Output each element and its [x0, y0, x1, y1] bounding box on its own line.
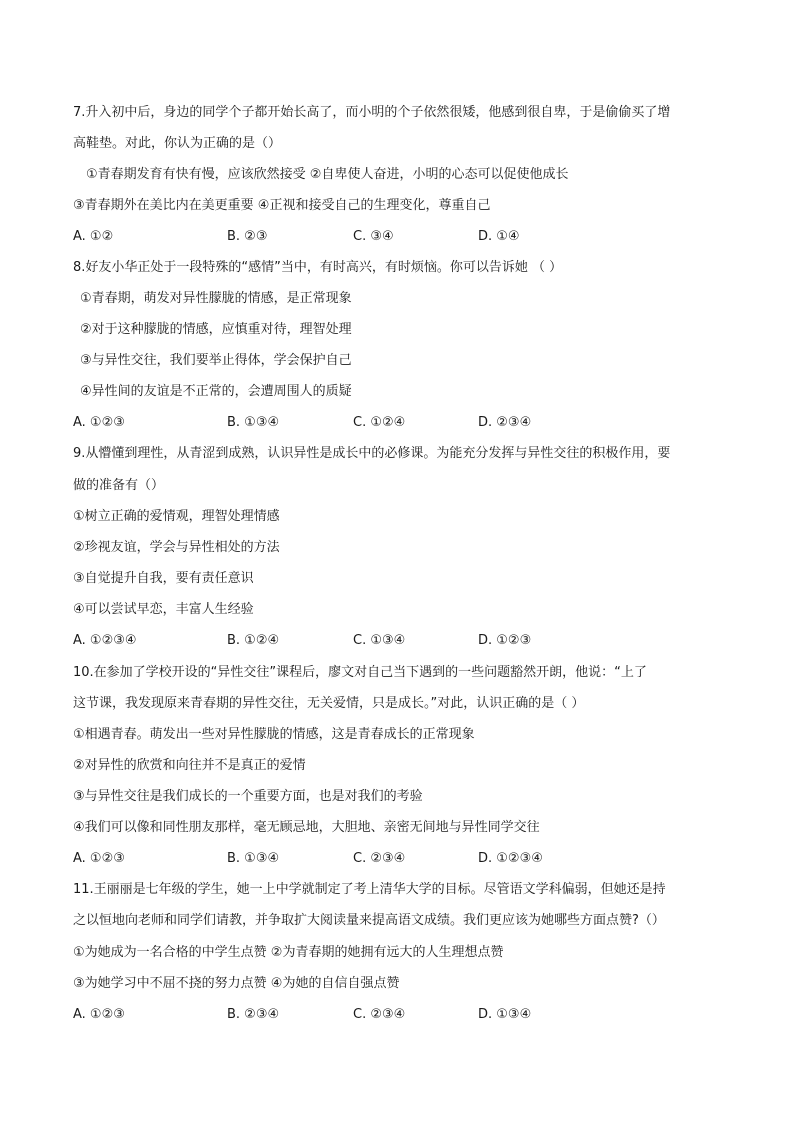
option-a: A. ①②③: [73, 851, 125, 866]
question-7-stem-line-2: 高鞋垫。对此，你认为正确的是（）: [73, 136, 282, 151]
question-11-statement-line-2: ③为她学习中不屈不挠的努力点赞 ④为她的自信自强点赞: [73, 976, 400, 991]
question-9-stem-line-2: 做的准备有（）: [73, 478, 165, 493]
option-a: A. ①②: [73, 229, 114, 244]
question-10-statement-2: ②对异性的欣赏和向往并不是真正的爱情: [73, 758, 306, 773]
question-8-statement-1: ①青春期，萌发对异性朦胧的情感，是正常现象: [80, 291, 352, 306]
question-9-statement-1: ①树立正确的爱情观，理智处理情感: [73, 509, 280, 524]
option-d: D. ①②③④: [478, 851, 543, 866]
question-7-stem-line-1: 7.升入初中后，身边的同学个子都开始长高了，而小明的个子依然很矮，他感到很自卑，于是偷偷买了增: [73, 105, 671, 120]
question-11-stem-line-1: 11.王丽丽是七年级的学生，她一上中学就制定了考上清华大学的目标。尽管语文学科偏弱，但她还是持: [73, 882, 666, 897]
question-10-stem-line-1: 10.在参加了学校开设的“异性交往”课程后，廖文对自己当下遇到的一些问题豁然开朗，他说：“上了: [73, 665, 647, 680]
option-d: D. ①④: [478, 229, 520, 244]
question-8-statement-4: ④异性间的友谊是不正常的，会遭周围人的质疑: [80, 384, 352, 399]
question-9-statement-4: ④可以尝试早恋，丰富人生经验: [73, 602, 254, 617]
option-c: C. ②③④: [353, 1007, 406, 1022]
option-b: B. ②③④: [227, 1007, 280, 1022]
option-a: A. ①②③: [73, 415, 125, 430]
question-8-stem-line-1: 8.好友小华正处于一段特殊的“感情”当中，有时高兴，有时烦恼。你可以告诉她 （ ）: [73, 260, 563, 275]
option-c: C. ①②④: [353, 415, 406, 430]
option-d: D. ②③④: [478, 415, 532, 430]
question-10-statement-1: ①相遇青春。萌发出一些对异性朦胧的情感，这是青春成长的正常现象: [73, 727, 475, 742]
option-b: B. ①②④: [227, 633, 280, 648]
question-7-statement-line-1: ①青春期发育有快有慢，应该欣然接受 ②自卑使人奋进，小明的心态可以促使他成长: [86, 167, 569, 182]
option-a: A. ①②③: [73, 1007, 125, 1022]
option-b: B. ②③: [227, 229, 268, 244]
question-10-statement-3: ③与异性交往是我们成长的一个重要方面，也是对我们的考验: [73, 789, 423, 804]
question-8-statement-3: ③与异性交往，我们要举止得体，学会保护自己: [80, 353, 352, 368]
question-10-statement-4: ④我们可以像和同性朋友那样，毫无顾忌地，大胆地、亲密无间地与异性同学交往: [73, 820, 540, 835]
option-c: C. ③④: [353, 229, 394, 244]
question-10-stem-line-2: 这节课，我发现原来青春期的异性交往，无关爱情，只是成长。”对此，认识正确的是（ ）: [73, 696, 585, 711]
question-11-stem-line-2: 之以恒地向老师和同学们请教，并争取扩大阅读量来提高语文成绩。我们更应该为她哪些方面点赞?（）: [73, 913, 665, 928]
question-8-statement-2: ②对于这种朦胧的情感，应慎重对待，理智处理: [80, 322, 352, 337]
question-7-statement-line-2: ③青春期外在美比内在美更重要 ④正视和接受自己的生理变化，尊重自己: [73, 198, 491, 213]
option-b: B. ①③④: [227, 851, 280, 866]
question-9-statement-2: ②珍视友谊，学会与异性相处的方法: [73, 540, 280, 555]
option-b: B. ①③④: [227, 415, 280, 430]
question-9-stem-line-1: 9.从懵懂到理性，从青涩到成熟，认识异性是成长中的必修课。为能充分发挥与异性交往的积极作用，要: [73, 446, 671, 461]
question-9-statement-3: ③自觉提升自我，要有责任意识: [73, 571, 254, 586]
option-a: A. ①②③④: [73, 633, 137, 648]
option-d: D. ①②③: [478, 633, 532, 648]
option-c: C. ①③④: [353, 633, 406, 648]
option-d: D. ①③④: [478, 1007, 532, 1022]
option-c: C. ②③④: [353, 851, 406, 866]
question-11-statement-line-1: ①为她成为一名合格的中学生点赞 ②为青春期的她拥有远大的人生理想点赞: [73, 945, 504, 960]
